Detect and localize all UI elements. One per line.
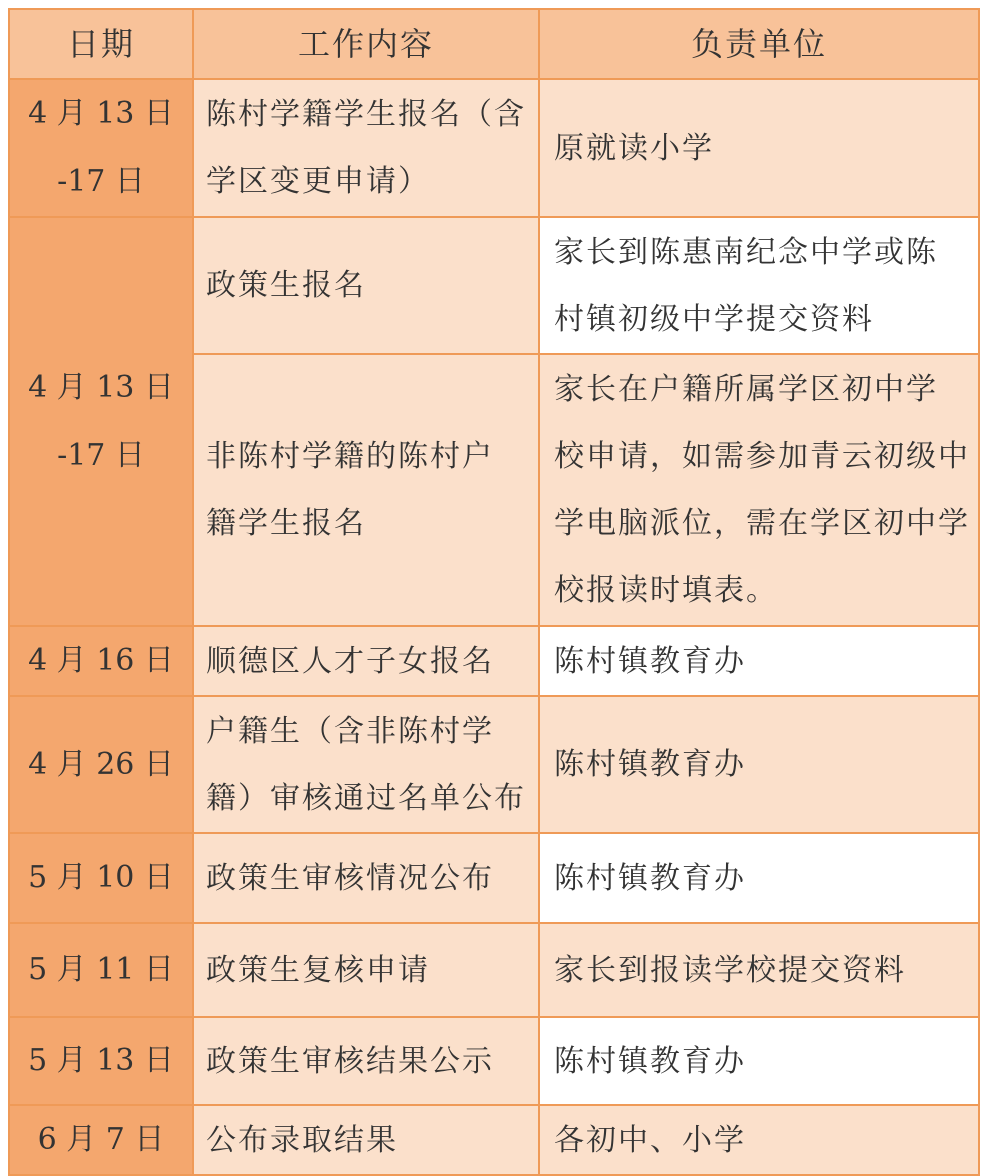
unit-cell <box>539 1105 979 1175</box>
unit-line: 校报读时填表。 <box>554 573 778 608</box>
unit-cell <box>539 1017 979 1105</box>
unit-line: 陈村镇教育办 <box>554 860 746 896</box>
unit-line: 陈村镇教育办 <box>554 747 746 782</box>
content-cell <box>193 923 539 1017</box>
unit-cell <box>539 354 979 626</box>
table-row <box>9 1017 979 1105</box>
unit-line: 家长到陈惠南纪念中学或陈 <box>554 234 938 270</box>
date-cell <box>9 217 193 626</box>
date-line: 4 月 16 日 <box>28 643 174 678</box>
content-line: 政策生复核申请 <box>206 952 430 988</box>
table-row <box>9 923 979 1017</box>
table-row <box>9 1105 979 1175</box>
unit-line: 原就读小学 <box>554 130 714 166</box>
unit-line: 家长到报读学校提交资料 <box>554 952 906 988</box>
unit-line: 家长在户籍所属学区初中学 <box>554 372 938 407</box>
table-row <box>9 833 979 923</box>
date-cell <box>9 1105 193 1175</box>
unit-line: 村镇初级中学提交资料 <box>554 301 874 337</box>
unit-line: 学电脑派位，需在学区初中学 <box>554 506 970 541</box>
date-line: 5 月 11 日 <box>28 952 174 987</box>
header-content: 工作内容 <box>193 9 539 79</box>
unit-cell <box>539 833 979 923</box>
content-line: 公布录取结果 <box>206 1122 398 1158</box>
date-line: 5 月 13 日 <box>28 1043 174 1078</box>
content-line: 籍）审核通过名单公布 <box>206 780 526 816</box>
content-line: 政策生报名 <box>206 268 366 303</box>
content-cell <box>193 79 539 217</box>
content-line: 学区变更申请） <box>206 164 430 199</box>
date-cell <box>9 923 193 1017</box>
table-row <box>9 626 979 696</box>
date-cell <box>9 696 193 833</box>
content-line: 籍学生报名 <box>206 506 366 541</box>
content-cell <box>193 1105 539 1175</box>
date-line: -17 日 <box>57 164 145 199</box>
date-line: 4 月 13 日 <box>28 96 174 131</box>
unit-line: 陈村镇教育办 <box>554 1043 746 1079</box>
date-line: 4 月 26 日 <box>28 746 174 782</box>
content-cell <box>193 696 539 833</box>
date-line: 5 月 10 日 <box>28 860 174 895</box>
unit-line: 校申请，如需参加青云初级中 <box>554 439 970 474</box>
date-cell <box>9 626 193 696</box>
content-cell <box>193 1017 539 1105</box>
date-line: 4 月 13 日 <box>28 369 174 405</box>
unit-line: 陈村镇教育办 <box>554 643 746 679</box>
date-cell <box>9 1017 193 1105</box>
content-cell <box>193 626 539 696</box>
header-date: 日期 <box>9 9 193 79</box>
unit-cell <box>539 79 979 217</box>
date-line: 6 月 7 日 <box>37 1122 165 1157</box>
date-line: -17 日 <box>57 437 145 473</box>
header-row <box>9 9 979 79</box>
content-cell <box>193 354 539 626</box>
schedule-table <box>8 8 980 1176</box>
date-cell <box>9 79 193 217</box>
content-line: 非陈村学籍的陈村户 <box>206 439 494 474</box>
table-row <box>9 79 979 217</box>
date-cell <box>9 833 193 923</box>
unit-cell <box>539 923 979 1017</box>
content-line: 陈村学籍学生报名（含 <box>206 97 526 132</box>
content-cell <box>193 833 539 923</box>
header-unit: 负责单位 <box>539 9 979 79</box>
content-line: 户籍生（含非陈村学 <box>206 713 494 749</box>
unit-cell <box>539 217 979 354</box>
unit-cell <box>539 696 979 833</box>
table-row <box>9 217 979 354</box>
content-line: 顺德区人才子女报名 <box>206 643 494 679</box>
content-cell <box>193 217 539 354</box>
table-row <box>9 696 979 833</box>
content-line: 政策生审核结果公示 <box>206 1043 494 1079</box>
unit-line: 各初中、小学 <box>554 1122 746 1158</box>
content-line: 政策生审核情况公布 <box>206 860 494 896</box>
unit-cell <box>539 626 979 696</box>
